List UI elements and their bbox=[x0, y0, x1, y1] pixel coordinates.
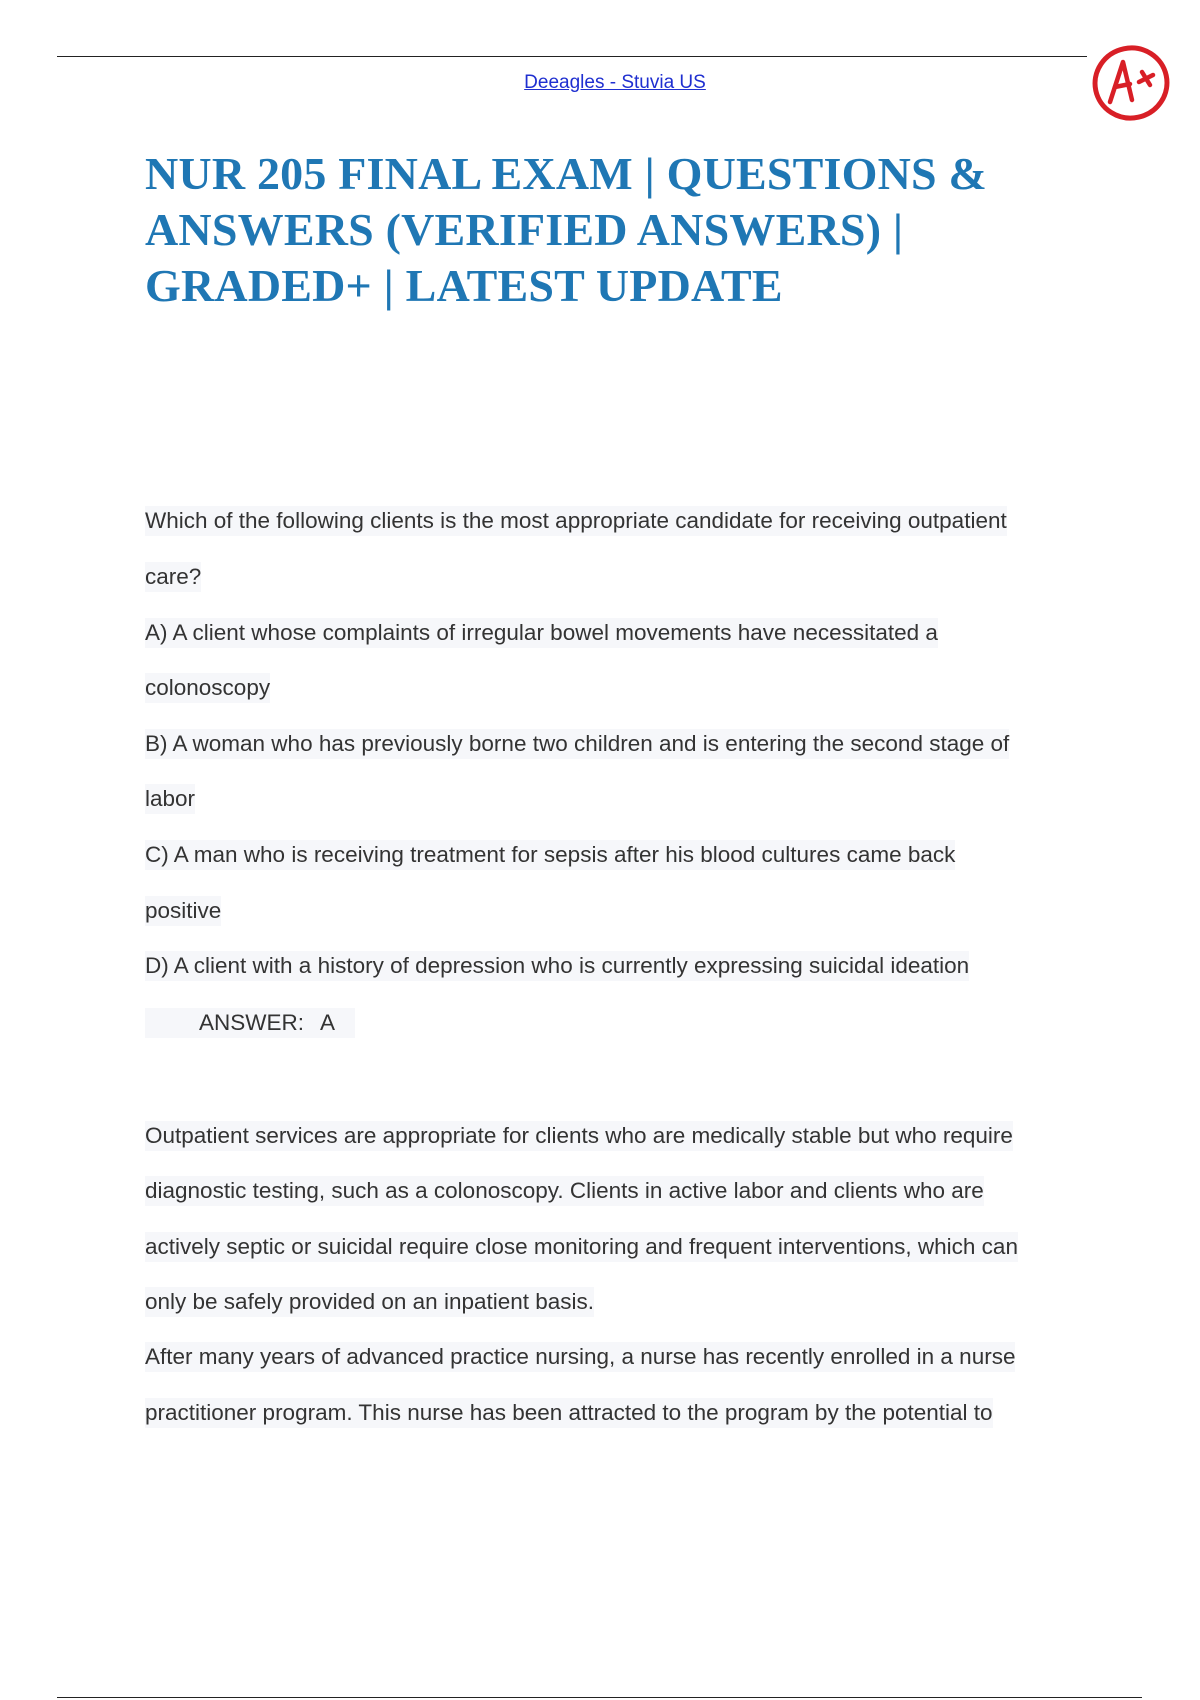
header-rule bbox=[57, 56, 1087, 57]
rationale-line: actively septic or suicidal require close monitoring and frequent interventions, which can bbox=[145, 1232, 1018, 1262]
rationale-line: diagnostic testing, such as a colonoscopy. Clients in active labor and clients who are bbox=[145, 1176, 984, 1206]
source-link[interactable]: Deeagles - Stuvia US bbox=[524, 72, 706, 93]
option-c-line: positive bbox=[145, 896, 221, 926]
footer-rule bbox=[57, 1697, 1142, 1698]
answer-line bbox=[145, 1008, 355, 1038]
option-b-line: labor bbox=[145, 784, 195, 814]
option-b-line: B) A woman who has previously borne two children and is entering the second stage of bbox=[145, 729, 1009, 759]
next-question-line: After many years of advanced practice nursing, a nurse has recently enrolled in a nurse bbox=[145, 1342, 1015, 1372]
answer-value: A bbox=[320, 1010, 336, 1035]
option-d-line: D) A client with a history of depression who is currently expressing suicidal ideation bbox=[145, 951, 969, 981]
answer-label: ANSWER: bbox=[199, 1010, 305, 1035]
option-c-line: C) A man who is receiving treatment for sepsis after his blood cultures came back bbox=[145, 840, 955, 870]
rationale-line: only be safely provided on an inpatient basis. bbox=[145, 1287, 594, 1317]
rationale-line: Outpatient services are appropriate for clients who are medically stable but who require bbox=[145, 1121, 1013, 1151]
document-title: NUR 205 FINAL EXAM | QUESTIONS & ANSWERS (VERIFIED ANSWERS) | GRADED+ | LATEST UPDATE bbox=[145, 148, 988, 311]
option-a-line: colonoscopy bbox=[145, 673, 270, 703]
option-a-line: A) A client whose complaints of irregular bowel movements have necessitated a bbox=[145, 618, 938, 648]
a-plus-stamp-icon bbox=[1090, 42, 1172, 124]
question-stem-line: care? bbox=[145, 562, 201, 592]
next-question-line: practitioner program. This nurse has been attracted to the program by the potential to bbox=[145, 1398, 993, 1428]
question-stem-line: Which of the following clients is the most appropriate candidate for receiving outpatient bbox=[145, 506, 1007, 536]
